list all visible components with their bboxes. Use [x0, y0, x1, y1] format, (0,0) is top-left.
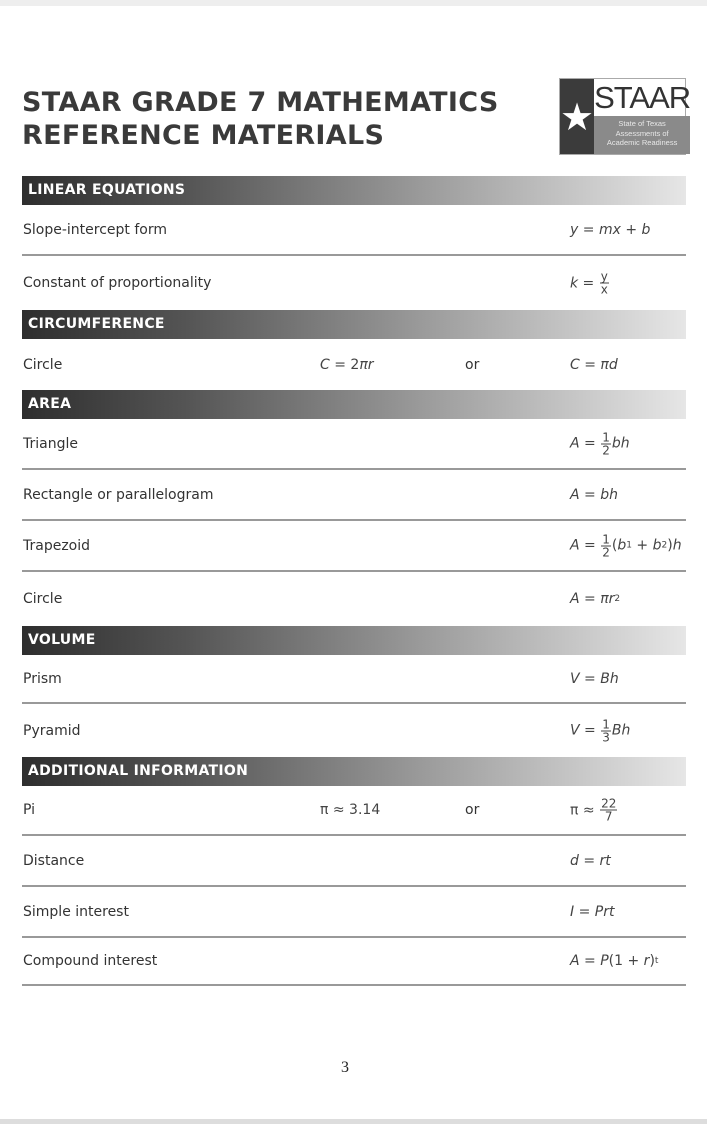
- reference-table: [22, 176, 686, 986]
- formula-operator: =: [579, 722, 601, 739]
- formula-variable: C: [320, 356, 330, 373]
- formula-cell: [570, 222, 650, 238]
- formula-subscript: 2: [661, 540, 668, 551]
- formula-variable: y: [570, 221, 579, 238]
- formula-variable: C: [570, 356, 580, 373]
- formula-variable: V: [570, 670, 580, 687]
- formula-variable: bh: [600, 486, 618, 503]
- page-title: [22, 86, 499, 152]
- table-row: [22, 786, 686, 836]
- formula-variable: bh: [611, 435, 630, 452]
- formula-variable: rt: [599, 852, 611, 869]
- row-label: Circle: [23, 356, 63, 373]
- formula-operator: =: [579, 591, 601, 607]
- formula-cell: [570, 798, 618, 823]
- formula-operator: =: [579, 486, 601, 503]
- logo-subtitle-line: State of Texas: [618, 119, 666, 128]
- fraction-numerator: 1: [602, 430, 610, 444]
- formula-operator: +: [620, 221, 642, 238]
- formula-cell: [570, 904, 614, 920]
- row-label: Pi: [23, 802, 36, 818]
- formula-operator: =: [579, 537, 601, 554]
- logo-subtitle-line: Assessments of: [615, 128, 669, 138]
- table-row: [22, 938, 686, 986]
- page-number: 3: [341, 1059, 349, 1076]
- formula: [570, 533, 682, 558]
- formula-variable: A: [570, 537, 580, 554]
- fraction: [601, 533, 611, 558]
- formula: [320, 802, 380, 818]
- formula-operator: =: [578, 852, 600, 869]
- fraction-denominator: x: [600, 282, 608, 297]
- row-label: Prism: [23, 670, 62, 687]
- row-label: Rectangle or parallelogram: [23, 486, 214, 503]
- logo-subtitle: [594, 116, 690, 154]
- table-row: [22, 339, 686, 390]
- formula-variable: b: [652, 537, 662, 554]
- formula-cell: [570, 853, 611, 869]
- formula-operator: =: [579, 435, 601, 452]
- table-row: [22, 419, 686, 470]
- section-header: LINEAR EQUATIONS: [22, 176, 686, 205]
- formula-variable: πd: [600, 356, 618, 373]
- formula-variable: r: [643, 953, 650, 969]
- formula-operator: π ≈: [570, 802, 600, 818]
- fraction: [601, 718, 611, 743]
- fraction-numerator: y: [600, 269, 608, 284]
- formula-variable: πr: [600, 591, 615, 607]
- table-row: [22, 205, 686, 256]
- title-line-1: STAAR GRADE 7 MATHEMATICS: [22, 87, 499, 118]
- formula-operator: =: [574, 903, 595, 920]
- formula-operator: = 2: [329, 356, 360, 373]
- fraction: [601, 431, 611, 456]
- row-label: Simple interest: [23, 903, 129, 920]
- formula-operator: =: [579, 356, 601, 373]
- row-label: Trapezoid: [23, 537, 91, 554]
- formula-operator: +: [631, 537, 653, 554]
- formula-variable: A: [570, 953, 580, 969]
- table-row: [22, 836, 686, 887]
- row-label: Pyramid: [23, 722, 81, 739]
- row-label: Slope-intercept form: [23, 221, 167, 238]
- star-icon: ★: [560, 79, 594, 154]
- formula: [570, 222, 650, 238]
- table-row: [22, 521, 686, 572]
- fraction-denominator: 2: [602, 545, 610, 559]
- formula-variable: A: [570, 435, 580, 452]
- formula-variable: d: [570, 852, 579, 869]
- formula-variable: πr: [359, 356, 374, 373]
- formula-operator: ): [649, 953, 655, 969]
- formula-variable: A: [570, 591, 580, 607]
- or-text: or: [465, 802, 480, 818]
- top-border: [0, 0, 707, 6]
- formula-cell: [570, 431, 630, 456]
- formula-variable: A: [570, 486, 580, 503]
- table-row: [22, 887, 686, 938]
- alt-formula: [320, 357, 374, 373]
- section-header: CIRCUMFERENCE: [22, 310, 686, 339]
- formula: [570, 904, 614, 920]
- section-header: AREA: [22, 390, 686, 419]
- title-line-2: REFERENCE MATERIALS: [22, 120, 385, 151]
- row-label: Triangle: [23, 435, 78, 452]
- formula: [570, 671, 619, 687]
- alt-formula: [320, 802, 380, 818]
- table-row: [22, 655, 686, 704]
- table-row: [22, 470, 686, 521]
- table-row: [22, 572, 686, 626]
- formula-cell: [570, 718, 630, 743]
- or-text: or: [465, 356, 480, 373]
- formula: [570, 591, 620, 607]
- formula-cell: [570, 357, 618, 373]
- formula-operator: =: [579, 670, 601, 687]
- formula-variable: k: [570, 275, 579, 291]
- formula: [570, 487, 618, 503]
- formula: [570, 718, 630, 743]
- formula-variable: P: [600, 953, 609, 969]
- formula-cell: [570, 953, 658, 969]
- formula-operator: =: [578, 221, 599, 238]
- fraction: [600, 271, 609, 296]
- logo-wordmark: STAAR: [594, 80, 691, 115]
- bottom-border: [0, 1119, 707, 1124]
- formula-variable: Bh: [611, 722, 631, 739]
- fraction-denominator: 7: [604, 809, 613, 824]
- formula: [320, 357, 374, 373]
- fraction-numerator: 1: [602, 717, 610, 731]
- formula-variable: Prt: [594, 903, 615, 920]
- fraction-denominator: 3: [602, 730, 610, 744]
- formula-variable: V: [570, 722, 580, 739]
- logo-subtitle-line: Academic Readiness: [606, 138, 678, 147]
- formula-variable: mx: [598, 221, 621, 238]
- fraction-numerator: 1: [602, 532, 610, 546]
- formula-cell: [570, 671, 619, 687]
- formula-variable: I: [570, 903, 575, 920]
- formula-variable: Bh: [600, 670, 619, 687]
- formula-variable: b: [617, 537, 627, 554]
- table-row: [22, 704, 686, 757]
- fraction-denominator: 2: [602, 443, 610, 457]
- formula-operator: ): [667, 537, 673, 554]
- formula-superscript: 2: [614, 594, 621, 604]
- formula: [570, 357, 618, 373]
- row-label: Constant of proportionality: [23, 275, 212, 291]
- formula-operator: =: [579, 953, 601, 969]
- formula: [570, 798, 618, 823]
- section-header: ADDITIONAL INFORMATION: [22, 757, 686, 786]
- formula: [570, 271, 610, 296]
- formula-subscript: 1: [626, 540, 632, 551]
- row-label: Circle: [23, 591, 63, 607]
- formula-operator: π ≈ 3.14: [320, 802, 381, 818]
- staar-logo: [559, 78, 691, 155]
- formula: [570, 953, 658, 969]
- fraction-numerator: 22: [601, 796, 617, 811]
- formula: [570, 853, 611, 869]
- formula-cell: [570, 533, 682, 558]
- formula-operator: =: [578, 275, 599, 291]
- row-label: Distance: [23, 852, 85, 869]
- fraction: [600, 798, 617, 823]
- formula-superscript: t: [654, 956, 659, 966]
- section-header: VOLUME: [22, 626, 686, 655]
- table-row: [22, 256, 686, 310]
- formula-cell: [570, 591, 620, 607]
- formula-variable: h: [672, 537, 682, 554]
- formula-variable: b: [641, 221, 651, 238]
- formula-cell: [570, 487, 618, 503]
- formula: [570, 431, 630, 456]
- formula-operator: (: [611, 537, 618, 554]
- row-label: Compound interest: [23, 953, 158, 969]
- formula-cell: [570, 271, 610, 296]
- formula-operator: (1 +: [608, 953, 644, 969]
